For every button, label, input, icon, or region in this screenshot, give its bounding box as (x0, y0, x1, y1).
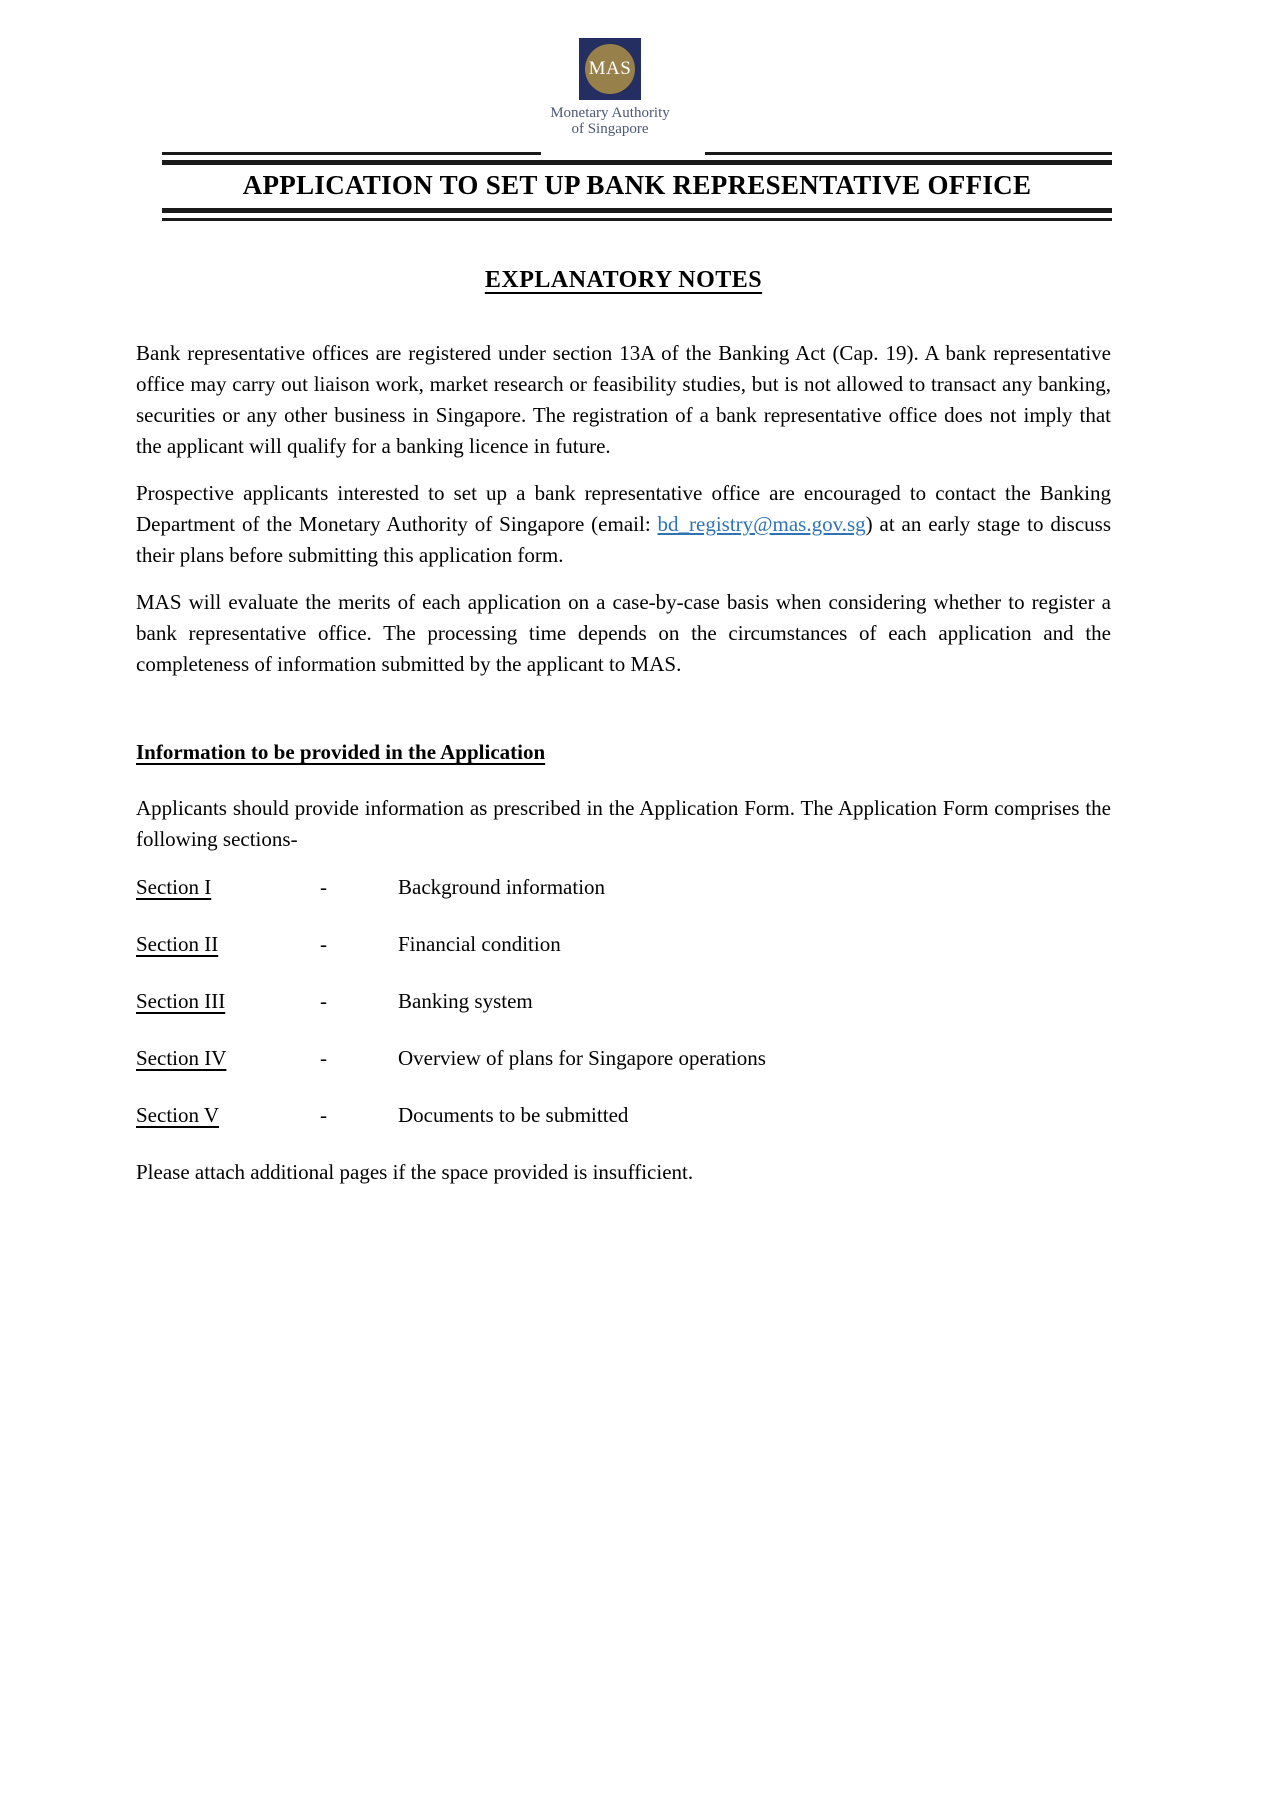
banner-top-thin-rule (162, 152, 1112, 155)
rule-segment-right (705, 152, 1112, 155)
section-label: Section IV (136, 1046, 227, 1070)
banner-bottom-thin-rule (162, 218, 1112, 221)
section-row-2 (136, 930, 1111, 958)
email-link[interactable]: bd_registry@mas.gov.sg (657, 512, 866, 536)
paragraph-evaluation-info: MAS will evaluate the merits of each application on a case-by-case basis when considering whether to register a bank representative office. The processing time depends on the circumstances of each application and the completeness of information submitted by the applicant to MAS. (136, 590, 1111, 676)
paragraph-contact-before: Prospective applicants interested to set up a bank representative office are encouraged to contact the Banking Department of the Monetary Authority of Singapore (email: (136, 481, 1111, 536)
section-row-5 (136, 1101, 1111, 1129)
section-label: Section V (136, 1103, 220, 1127)
section-description: Financial condition (398, 932, 561, 956)
section-dash: - (320, 989, 327, 1013)
paragraph-contact-after: ) at an early stage to discuss their plans before submitting this application form. (136, 512, 1111, 567)
title-banner (162, 152, 1112, 221)
mas-logo-acronym: MAS (588, 58, 632, 79)
rule-gap (541, 152, 705, 155)
banner-bottom-thick-rule (162, 208, 1112, 213)
closing-note: Please attach additional pages if the space provided is insufficient. (136, 1160, 694, 1184)
section-label: Section I (136, 875, 212, 899)
section-row-3 (136, 987, 1111, 1015)
mas-logo-circle (585, 44, 635, 94)
mas-org-name (0, 105, 1244, 137)
section-dash: - (320, 875, 327, 899)
section-dash: - (320, 932, 327, 956)
section-description: Overview of plans for Singapore operations (398, 1046, 766, 1070)
section-row-4 (136, 1044, 1111, 1072)
rule-segment-left (162, 152, 541, 155)
mas-org-line2: of Singapore (571, 121, 649, 137)
section-label: Section II (136, 932, 219, 956)
page-title: APPLICATION TO SET UP BANK REPRESENTATIVE OFFICE (242, 170, 1032, 200)
section-dash: - (320, 1103, 327, 1127)
information-section-heading: Information to be provided in the Application (136, 740, 546, 764)
document-body (136, 267, 1111, 1186)
paragraph-sections-intro: Applicants should provide information as prescribed in the Application Form. The Application Form comprises the following sections- (136, 796, 1111, 851)
mas-logo (0, 0, 1244, 137)
mas-logo-mark (579, 38, 641, 100)
section-description: Background information (398, 875, 606, 899)
section-description: Documents to be submitted (398, 1103, 629, 1127)
section-row-1 (136, 873, 1111, 901)
mas-org-line1: Monetary Authority (550, 105, 670, 121)
section-description: Banking system (398, 989, 533, 1013)
paragraph-registration-info: Bank representative offices are registered under section 13A of the Banking Act (Cap. 19). A bank representative office may carry out liaison work, market research or feasibility studies, but is not allowed to transact any banking, securities or any other business in Singapore. The registration of a bank representative office does not imply that the applicant will qualify for a banking licence in future. (136, 341, 1111, 458)
explanatory-notes-heading: EXPLANATORY NOTES (484, 267, 763, 293)
sections-list (136, 873, 1111, 1129)
section-dash: - (320, 1046, 327, 1070)
paragraph-contact-info (136, 478, 1111, 571)
section-label: Section III (136, 989, 226, 1013)
